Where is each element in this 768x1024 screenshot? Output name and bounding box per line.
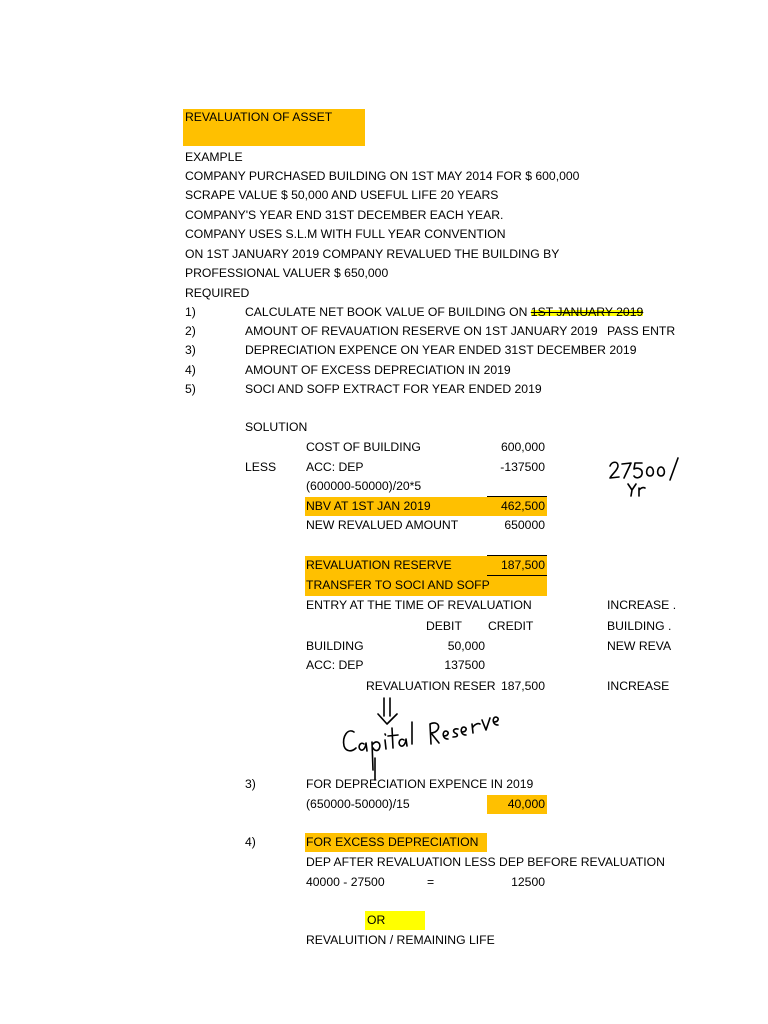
reserve-top-border [487,555,547,556]
q3-label: FOR DEPRECIATION EXPENCE IN 2019 [306,777,534,791]
nbv-top-border [487,496,547,497]
credit-header: CREDIT [488,619,534,633]
required-item-text: SOCI AND SOFP EXTRACT FOR YEAR ENDED 2019 [245,382,542,396]
nbv-value: 462,500 [500,499,545,513]
solution-heading: SOLUTION [245,420,308,434]
cost-label: COST OF BUILDING [306,440,421,454]
required-heading: REQUIRED [185,286,250,300]
example-line: ON 1ST JANUARY 2019 COMPANY REVALUED THE BUILDING BY [185,247,560,261]
less-label: LESS [245,460,277,474]
right-col-text: NEW REVA [607,639,672,653]
required-item-number: 2) [185,324,196,338]
q4-desc: DEP AFTER REVALUATION LESS DEP BEFORE REVALUATION [306,855,665,869]
right-col-text: INCREASE [607,679,670,693]
q4-number: 4) [245,835,256,849]
required-item-text: AMOUNT OF EXCESS DEPRECIATION IN 2019 [245,363,511,377]
required-item-label: CALCULATE NET BOOK VALUE OF BUILDING ON [245,305,531,319]
required-item-text: DEPRECIATION EXPENCE ON YEAR ENDED 31ST DECEMBER 2019 [245,343,637,357]
handwritten-capital-reserve [338,706,518,782]
required-item-number: 4) [185,363,196,377]
building-debit: 50,000 [447,639,485,653]
building-label: BUILDING [306,639,364,653]
handwritten-note-27500 [606,456,692,502]
example-line: PROFESSIONAL VALUER $ 650,000 [185,266,389,280]
entry-label: ENTRY AT THE TIME OF REVALUATION [306,598,532,612]
debit-header: DEBIT [426,619,462,633]
reserve-bottom-border [487,575,547,576]
accdep-label: ACC: DEP [306,460,364,474]
or-label: OR [367,913,386,927]
reserve-label: REVALUATION RESERVE [306,558,452,572]
q4-equals: = [427,875,435,889]
right-col-text: BUILDING . [607,619,672,633]
alt-formula: REVALUITION / REMAINING LIFE [306,933,495,947]
example-line: COMPANY USES S.L.M WITH FULL YEAR CONVENTION [185,227,506,241]
cost-value: 600,000 [500,440,545,454]
struck-date: 1ST JANUARY 2019 [530,305,644,319]
page-title: REVALUATION OF ASSET [185,110,333,124]
nbv-label: NBV AT 1ST JAN 2019 [306,499,431,513]
right-col-text: INCREASE . [607,598,677,612]
reserve-credit-label: REVALUATION RESER [366,679,496,693]
accdep-formula: (600000-50000)/20*5 [306,479,422,493]
q3-number: 3) [245,777,256,791]
example-heading: EXAMPLE [185,150,243,164]
required-item-text [245,304,643,320]
q4-value: 12500 [511,875,545,889]
q3-value: 40,000 [507,797,545,811]
accdep2-debit: 137500 [444,658,485,672]
accdep2-label: ACC: DEP [306,658,364,672]
q4-label: FOR EXCESS DEPRECIATION [306,835,479,849]
q4-calc: 40000 - 27500 [306,875,385,889]
example-line: COMPANY PURCHASED BUILDING ON 1ST MAY 2014 FOR $ 600,000 [185,169,580,183]
example-line: SCRAPE VALUE $ 50,000 AND USEFUL LIFE 20 YEARS [185,188,499,202]
q3-formula: (650000-50000)/15 [306,797,410,811]
accdep-value: -137500 [500,460,545,474]
required-item-number: 3) [185,343,196,357]
required-item-number: 1) [185,305,196,319]
example-line: COMPANY'S YEAR END 31ST DECEMBER EACH YEAR. [185,208,504,222]
required-item-number: 5) [185,382,196,396]
required-item-extra: PASS ENTR [607,324,676,338]
required-item-text: AMOUNT OF REVAUATION RESERVE ON 1ST JANUARY 2019 [245,324,598,338]
transfer-label: TRANSFER TO SOCI AND SOFP [306,578,490,592]
revalued-label: NEW REVALUED AMOUNT [306,518,459,532]
revalued-value: 650000 [504,518,545,532]
reserve-credit-value: 187,500 [500,679,545,693]
reserve-value: 187,500 [500,558,545,572]
